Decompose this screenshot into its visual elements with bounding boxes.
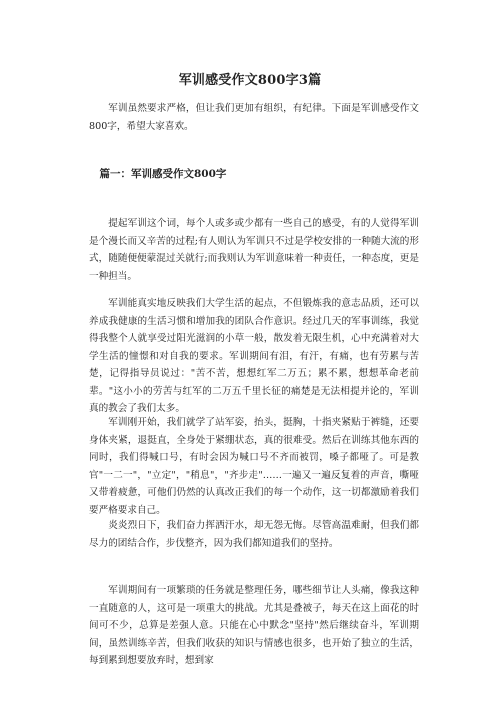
body-paragraph-3: 军训刚开始，我们就学了站军姿，抬头，挺胸，十指夹紧贴于裤缝，还要身体夹紧，退挺直，全身处于紧绷状态，真的很难受。然后在训练其他东西的同时，我们得喊口号，有时会因为喊口号不齐而被罚，嗓子都哑了。可是教官"一二一"，"立定"，"稍息"，"齐步走"……一遍又一遍反复着的声音，嘶哑又带着疲惫，可他们仍然的认真改正我们的每一个动作，这一切都激励着我们要严格要求自己。 [89,417,419,516]
intro-paragraph: 军训虽然要求严格，但让我们更加有组织，有纪律。下面是军训感受作文800字，希望大家喜欢。 [89,103,419,132]
body-paragraph-5: 军训期间有一项繁琐的任务就是整理任务，哪些细节让人头痛，像我这种一直随意的人，这可是一项重大的挑战。尤其是叠被子，每天在这上面花的时间可不少，总算是差强人意。只能在心中默念"坚持"然后继续奋斗，军训期间，虽然训练辛苦，但我们收获的知识与情感也很多，也开始了独立的生活，每到累到想要放弃时，想到家 [89,585,419,666]
body-paragraph-2: 军训能真实地反映我们大学生活的起点，不但锻炼我的意志品质，还可以养成我健康的生活习惯和增加我的团队合作意识。经过几天的军事训练，我觉得我整个人就享受过阳光滋润的小草一般，散发着无限生机，心中充满着对大学生活的憧憬和对自我的要求。军训期间有泪，有汗，有痛，也有劳累与苦楚，记得指导员说过："苦不苦，想想红军二万五；累不累，想想革命老前辈。"这小小的劳苦与红军的二万五千里长征的痛楚是无法相提并论的，军训真的教会了我们太多。 [89,298,419,414]
document-title: 军训感受作文800字3篇 [178,73,322,88]
section-heading: 篇一：军训感受作文800字 [99,168,227,180]
body-paragraph-4: 炎炎烈日下，我们奋力挥洒汗水，却无怨无悔。尽管高温难耐，但我们都尽力的团结合作，步伐整齐，因为我们都知道我们的坚持。 [89,520,419,549]
body-paragraph-1: 提起军训这个词，每个人或多或少都有一些自己的感受，有的人觉得军训是个漫长而又辛苦的过程;有人则认为军训只不过是学校安排的一种随大流的形式，随随便便蒙混过关就行;而我则认为军训意味着一种责任，一种态度，更是一种担当。 [89,218,419,282]
